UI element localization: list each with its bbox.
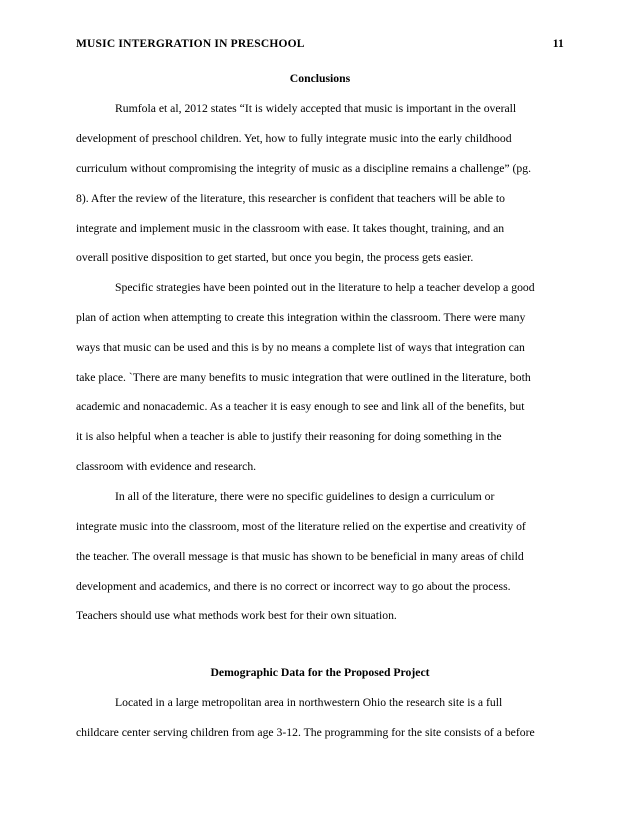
paragraph-line: plan of action when attempting to create this integration within the classroom. There were many (76, 311, 526, 324)
paragraph-line: development and academics, and there is no correct or incorrect way to go about the process. (76, 580, 511, 593)
paragraph-line: Rumfola et al, 2012 states “It is widely accepted that music is important in the overall (115, 102, 517, 115)
paragraph-line: ways that music can be used and this is by no means a complete list of ways that integration can (76, 341, 525, 354)
paragraph-line: the teacher. The overall message is that music has shown to be beneficial in many areas of child (76, 550, 524, 563)
paragraph-line: childcare center serving children from age 3-12. The programming for the site consists of a before (76, 726, 535, 739)
paragraph-line: Specific strategies have been pointed out in the literature to help a teacher develop a good (115, 281, 535, 294)
demographics-heading: Demographic Data for the Proposed Project (210, 666, 430, 679)
paragraph-line: academic and nonacademic. As a teacher it is easy enough to see and link all of the benefits, but (76, 400, 525, 413)
paragraph-line: integrate and implement music in the classroom with ease. It takes thought, training, and an (76, 222, 505, 235)
paragraph-line: In all of the literature, there were no specific guidelines to design a curriculum or (115, 490, 495, 503)
paragraph-line: curriculum without compromising the integrity of music as a discipline remains a challenge” (pg. (76, 162, 532, 175)
paragraph-line: integrate music into the classroom, most of the literature relied on the expertise and creativity of (76, 520, 526, 533)
paragraph-line: take place. `There are many benefits to music integration that were outlined in the literature, both (76, 371, 531, 384)
page-number: 11 (552, 38, 564, 50)
paragraph-line: Teachers should use what methods work best for their own situation. (76, 609, 397, 622)
paragraph-line: Located in a large metropolitan area in northwestern Ohio the research site is a full (115, 696, 503, 709)
paragraph-line: overall positive disposition to get started, but once you begin, the process gets easier. (76, 251, 474, 264)
paragraph-line: 8). After the review of the literature, this researcher is confident that teachers will be able to (76, 192, 506, 205)
paragraph-line: classroom with evidence and research. (76, 460, 257, 473)
paragraph-line: development of preschool children. Yet, how to fully integrate music into the early childhood (76, 132, 512, 145)
paragraph-line: it is also helpful when a teacher is able to justify their reasoning for doing something in the (76, 430, 502, 443)
conclusions-heading: Conclusions (289, 72, 351, 85)
running-title: MUSIC INTERGRATION IN PRESCHOOL (76, 38, 305, 50)
